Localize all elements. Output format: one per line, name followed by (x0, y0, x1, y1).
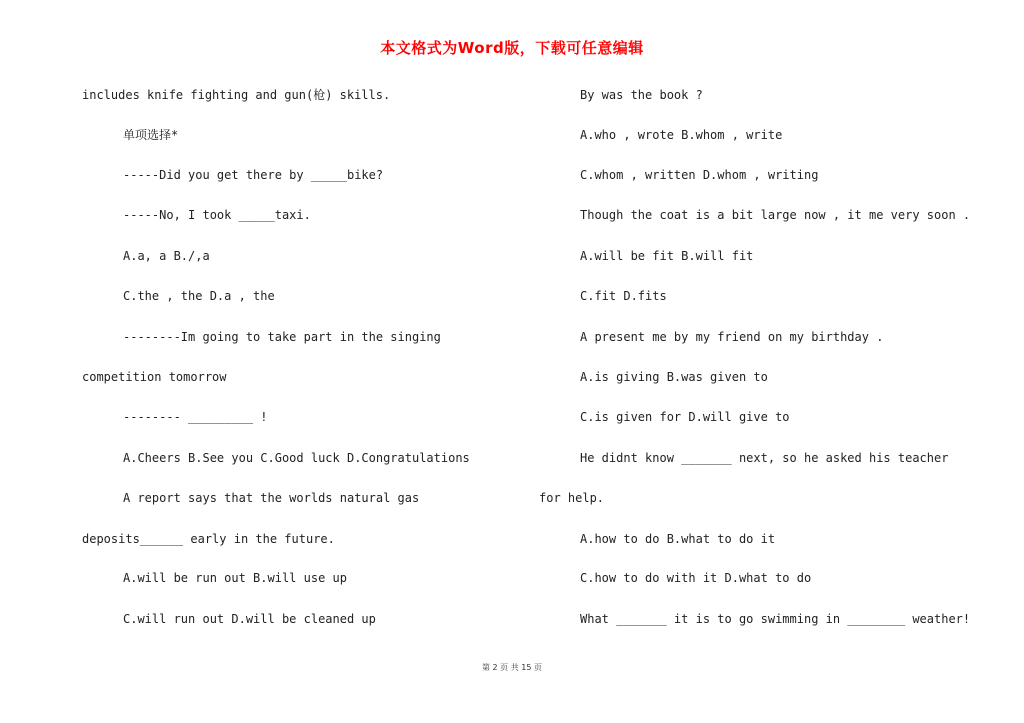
question-line: What _______ it is to go swimming in ________ weather! (580, 612, 971, 626)
answer-options: A.how to do B.what to do it (580, 532, 776, 546)
page-number: 第 2 页 共 15 页 (482, 663, 542, 672)
answer-options: A.who , wrote B.whom , write (580, 128, 783, 142)
question-line: -------- _________ ! (123, 410, 268, 424)
answer-options: A.will be run out B.will use up (123, 571, 347, 585)
question-line: By was the book ? (580, 88, 703, 102)
question-line: competition tomorrow (82, 370, 227, 384)
answer-options: A.Cheers B.See you C.Good luck D.Congratulations (123, 451, 470, 465)
question-line: --------Im going to take part in the singing (123, 330, 441, 344)
answer-options: C.is given for D.will give to (580, 410, 790, 424)
format-banner: 本文格式为Word版，下载可任意编辑 (380, 39, 644, 57)
answer-options: C.fit D.fits (580, 289, 667, 303)
question-line: for help. (539, 491, 605, 505)
text-line: includes knife fighting and gun(枪) skills. (82, 88, 391, 102)
question-line: He didnt know _______ next, so he asked his teacher (580, 451, 949, 465)
answer-options: C.the , the D.a , the (123, 289, 275, 303)
answer-options: C.whom , written D.whom , writing (580, 168, 819, 182)
question-line: A present me by my friend on my birthday . (580, 330, 884, 344)
question-line: deposits______ early in the future. (82, 532, 335, 546)
section-heading: 单项选择* (123, 128, 179, 142)
question-line: -----Did you get there by _____bike? (123, 168, 384, 182)
answer-options: A.is giving B.was given to (580, 370, 768, 384)
answer-options: C.how to do with it D.what to do (580, 571, 812, 585)
answer-options: A.a, a B./,a (123, 249, 210, 263)
question-line: -----No, I took _____taxi. (123, 208, 311, 222)
answer-options: A.will be fit B.will fit (580, 249, 754, 263)
question-line: Though the coat is a bit large now , it me very soon . (580, 208, 971, 222)
question-line: A report says that the worlds natural gas (123, 491, 420, 505)
answer-options: C.will run out D.will be cleaned up (123, 612, 376, 626)
